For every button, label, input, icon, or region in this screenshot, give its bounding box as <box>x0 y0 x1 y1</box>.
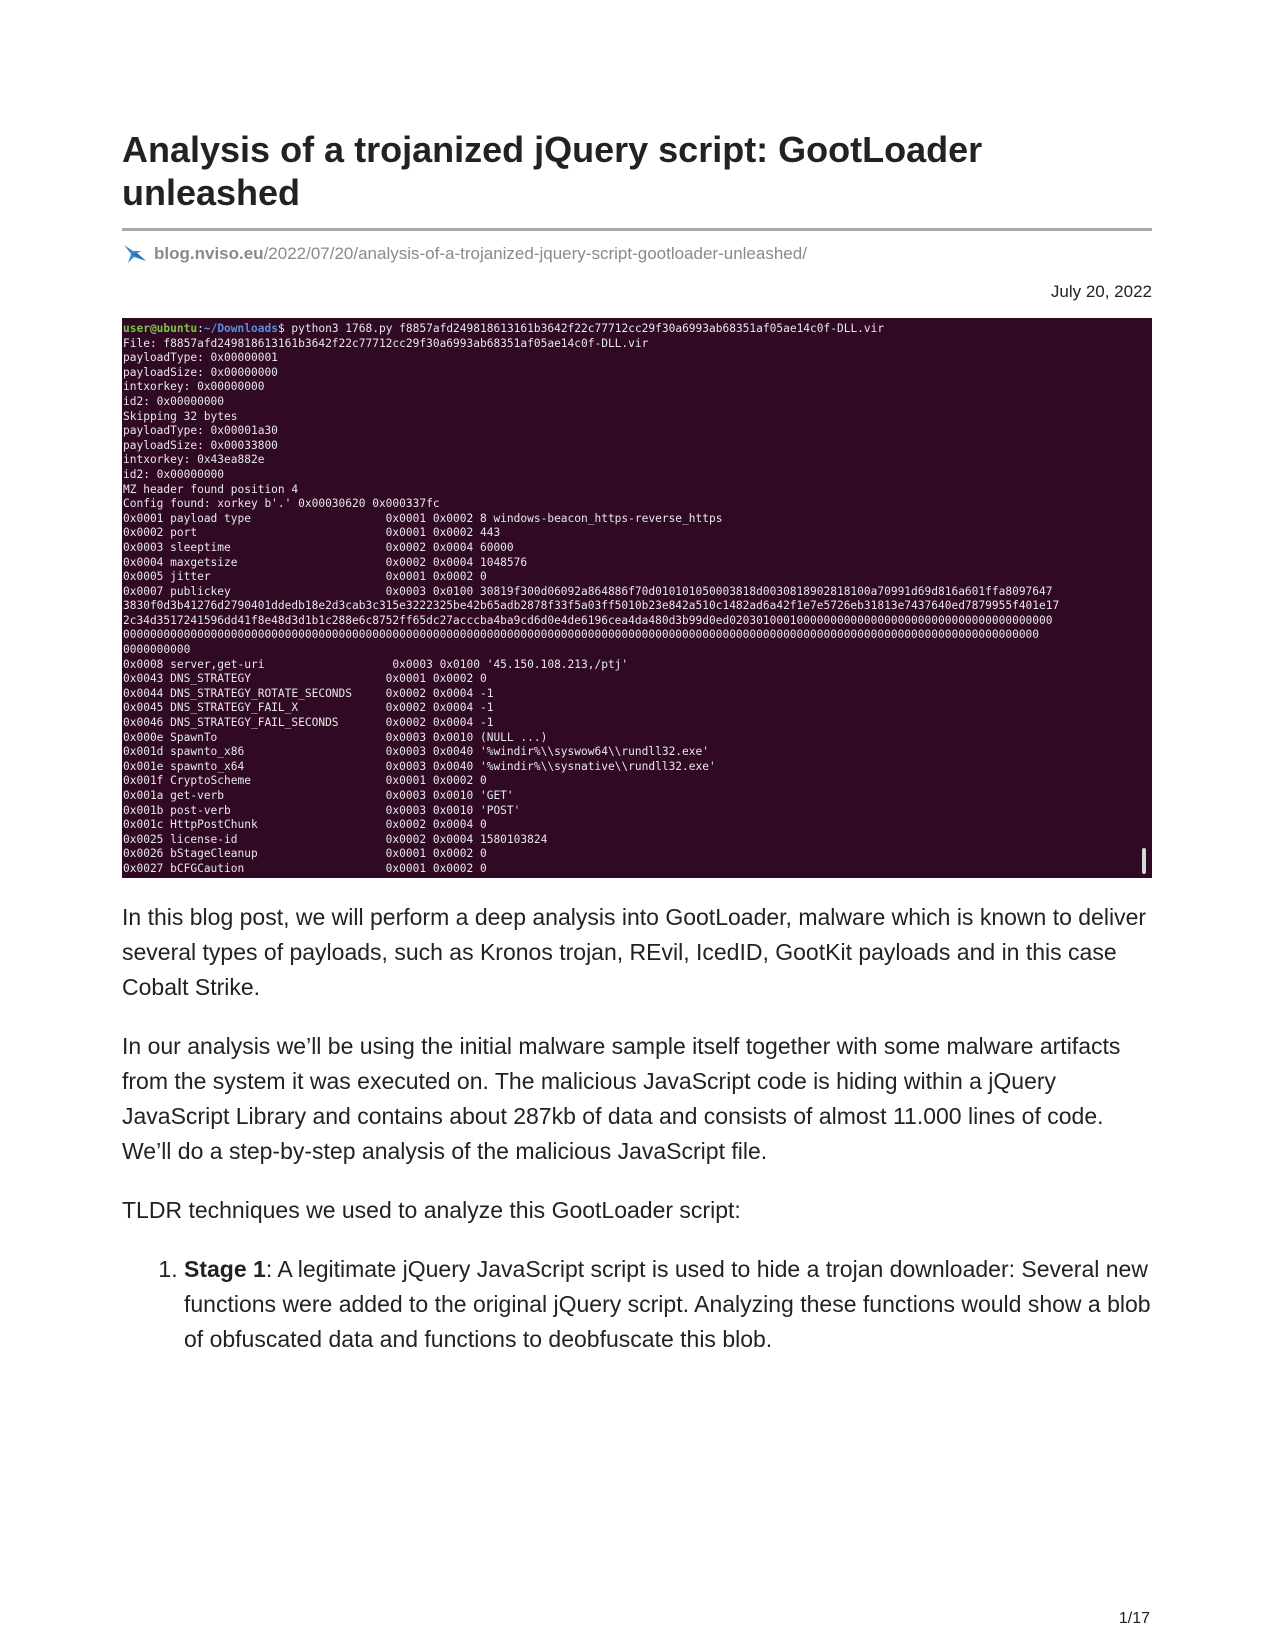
terminal-line: 0x001f CryptoScheme 0x0001 0x0002 0 <box>123 774 487 788</box>
terminal-output <box>123 322 1152 877</box>
terminal-line: 0x0046 DNS_STRATEGY_FAIL_SECONDS 0x0002 0x0004 -1 <box>123 716 494 730</box>
terminal-line: Skipping 32 bytes <box>123 409 238 423</box>
terminal-line: 0x0026 bStageCleanup 0x0001 0x0002 0 <box>123 847 487 861</box>
terminal-line: payloadSize: 0x00000000 <box>123 365 278 379</box>
terminal-line: Config found: xorkey b'.' 0x00030620 0x000337fc <box>123 497 440 511</box>
title-divider <box>122 228 1152 231</box>
terminal-line: 0x0001 payload type 0x0001 0x0002 8 windows-beacon_https-reverse_https <box>123 511 723 525</box>
terminal-line: payloadSize: 0x00033800 <box>123 438 278 452</box>
source-path[interactable]: /2022/07/20/analysis-of-a-trojanized-jquery-script-gootloader-unleashed/ <box>263 244 807 263</box>
terminal-line: 0x0004 maxgetsize 0x0002 0x0004 1048576 <box>123 555 528 569</box>
terminal-line: intxorkey: 0x00000000 <box>123 380 265 394</box>
terminal-line: 0x0027 bCFGCaution 0x0001 0x0002 0 <box>123 861 487 875</box>
terminal-prompt-path: ~/Downloads <box>203 322 278 335</box>
terminal-line: 0x0025 license-id 0x0002 0x0004 1580103824 <box>123 832 548 846</box>
paragraph-tldr: TLDR techniques we used to analyze this GootLoader script: <box>122 1197 741 1223</box>
terminal-command: $ python3 1768.py f8857afd249818613161b3642f22c77712cc29f30a6993ab68351af05ae14c0f-DLL.vir <box>277 322 885 335</box>
terminal-line: 3830f0d3b41276d2790401ddedb18e2d3cab3c315e3222325be42b65adb2878f33f5a03ff5010b23e842a510c1482ad6a42f1e7e5726eb31813e7437640ed7879955f401e17 <box>123 599 1060 613</box>
terminal-line: id2: 0x00000000 <box>123 467 225 481</box>
terminal-line: 0x0045 DNS_STRATEGY_FAIL_X 0x0002 0x0004 -1 <box>123 701 494 715</box>
terminal-line: 0x0003 sleeptime 0x0002 0x0004 60000 <box>123 540 514 554</box>
paragraph-analysis: In our analysis we’ll be using the initial malware sample itself together with some malware artifacts from the system it was executed on. The malicious JavaScript code is hiding within a jQuery JavaScript Library and contains about 287kb of data and consists of almost 11.000 lines of code. We’ll do a step-by-step analysis of the malicious JavaScript file. <box>122 1033 1121 1164</box>
terminal-line: 0x0007 publickey 0x0003 0x0100 30819f300d06092a864886f70d010101050003818d0030818902818100a70991d69d816a601ffa8097647 <box>123 584 1053 598</box>
terminal-lines <box>123 337 1059 875</box>
terminal-line: 0x0002 port 0x0001 0x0002 443 <box>123 526 501 540</box>
terminal-line: 0x0044 DNS_STRATEGY_ROTATE_SECONDS 0x0002 0x0004 -1 <box>123 686 494 700</box>
terminal-line: 0x0008 server,get-uri 0x0003 0x0100 '45.150.108.213,/ptj' <box>123 657 629 671</box>
terminal-screenshot <box>122 318 1152 878</box>
list-item-label: Stage 1 <box>184 1256 266 1282</box>
article <box>122 128 1152 1357</box>
terminal-line: 0x001b post-verb 0x0003 0x0010 'POST' <box>123 803 521 817</box>
terminal-line: 0x001c HttpPostChunk 0x0002 0x0004 0 <box>123 818 487 832</box>
terminal-line: 0000000000000000000000000000000000000000000000000000000000000000000000000000000000000000000000000000000000000000000000000000000000000000 <box>123 628 1040 642</box>
source-domain[interactable]: blog.nviso.eu <box>154 244 264 263</box>
terminal-line: 0x001e spawnto_x64 0x0003 0x0040 '%windir%\\sysnative\\rundll32.exe' <box>123 759 716 773</box>
list-item-text: : A legitimate jQuery JavaScript script is used to hide a trojan downloader: Several new functions were added to the original jQuery script. Analyzing these functions would show a blob of obfuscated data and functions to deobfuscate this blob. <box>184 1256 1151 1352</box>
terminal-line: 0x001d spawnto_x86 0x0003 0x0040 '%windir%\\syswow64\\rundll32.exe' <box>123 745 709 759</box>
terminal-line: 2c34d3517241596dd41f8e48d3d1b1c288e6c8752ff65dc27acccba4ba9cd6d0e4de6196cea4da480d3b99d0ed020301000100000000000000000000000000000000000000 <box>123 613 1053 627</box>
terminal-line: payloadType: 0x00000001 <box>123 351 278 365</box>
article-body <box>122 900 1152 1357</box>
bird-icon <box>122 242 148 266</box>
terminal-line: 0x000e SpawnTo 0x0003 0x0010 (NULL ...) <box>123 730 548 744</box>
terminal-line: 0x001a get-verb 0x0003 0x0010 'GET' <box>123 789 514 802</box>
terminal-scrollbar <box>1142 848 1146 874</box>
article-title: Analysis of a trojanized jQuery script: GootLoader unleashed <box>122 129 983 213</box>
terminal-line: payloadType: 0x00001a30 <box>123 424 278 438</box>
terminal-line: 0000000000 <box>123 643 191 657</box>
techniques-list <box>122 1252 1152 1357</box>
terminal-prompt-separator: : <box>197 322 204 335</box>
source-link[interactable] <box>122 242 1152 266</box>
publish-date: July 20, 2022 <box>1050 282 1152 301</box>
paragraph-intro: In this blog post, we will perform a deep analysis into GootLoader, malware which is known to deliver several types of payloads, such as Kronos trojan, REvil, IcedID, GootKit payloads and in this case Cobalt Strike. <box>122 904 1147 1000</box>
page-number: 1/17 <box>1118 1610 1150 1627</box>
terminal-line: id2: 0x00000000 <box>123 394 225 408</box>
terminal-line: intxorkey: 0x43ea882e <box>123 453 265 467</box>
terminal-line: MZ header found position 4 <box>123 482 299 496</box>
terminal-prompt-user: user@ubuntu <box>123 322 198 335</box>
terminal-line: 0x0005 jitter 0x0001 0x0002 0 <box>123 570 487 584</box>
terminal-line: 0x0043 DNS_STRATEGY 0x0001 0x0002 0 <box>123 672 487 686</box>
list-item <box>184 1252 1152 1357</box>
terminal-line: File: f8857afd249818613161b3642f22c77712cc29f30a6993ab68351af05ae14c0f-DLL.vir <box>123 336 649 350</box>
